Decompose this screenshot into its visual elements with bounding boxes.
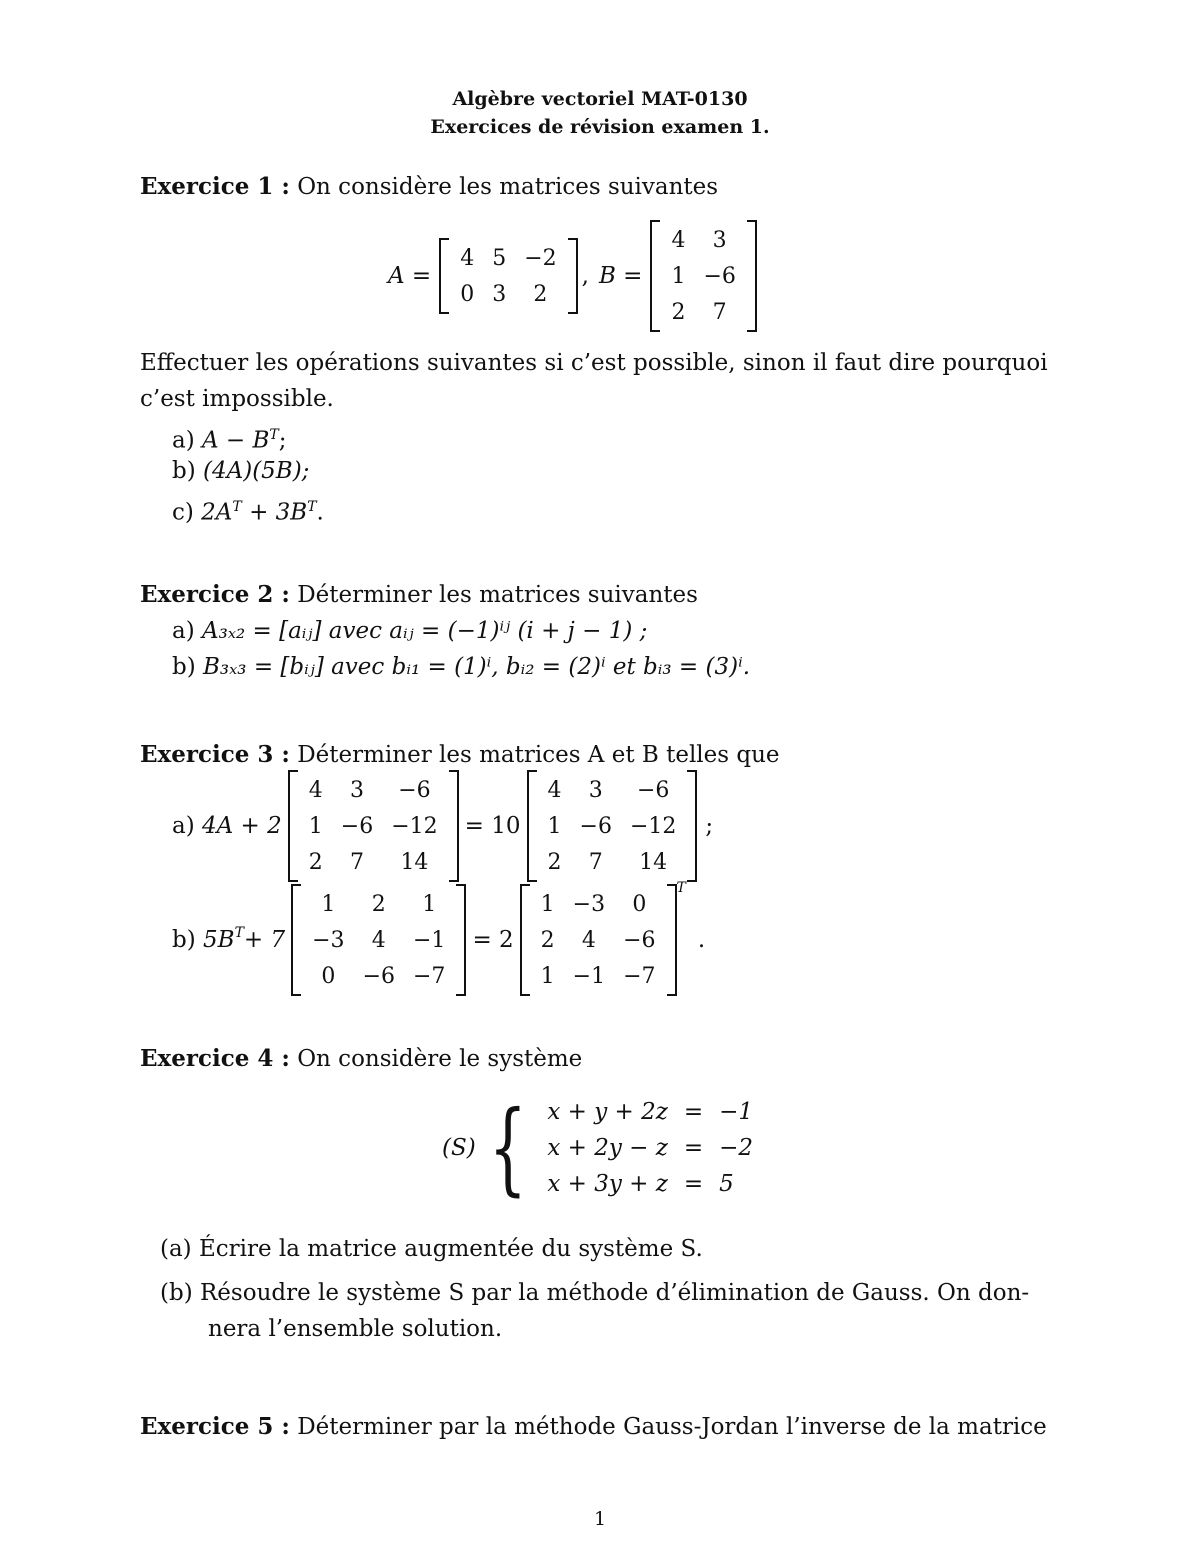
- ex3-a-matrix-cell: 4: [308, 777, 323, 803]
- ex3-b-matrix-left-row: [303, 958, 454, 994]
- doc-title: Algèbre vectoriel MAT-0130: [452, 88, 748, 110]
- ex3-b-matrix-left-cell: −6: [362, 963, 395, 989]
- ex1-heading: [140, 172, 718, 202]
- ex1-instruction-2: c’est impossible.: [140, 386, 334, 412]
- ex3-a-matrix-row: [300, 808, 447, 844]
- ex3-a-matrix-right: [527, 772, 698, 880]
- matrix-A: [439, 240, 577, 312]
- ex3-b-matrix-left-row: [303, 886, 454, 922]
- matrix-A-cell: −2: [524, 245, 557, 271]
- ex3-b-matrix-right: [520, 886, 677, 994]
- left-brace-icon: {: [488, 1089, 527, 1206]
- ex3-b-matrix-right-cell: 1: [540, 891, 555, 917]
- ex1-instruction-1: Effectuer les opérations suivantes si c’est possible, sinon il faut dire pourquoi: [140, 350, 1048, 376]
- system-row: [539, 1130, 761, 1166]
- ex3-b-matrix-left-cell: 4: [371, 927, 386, 953]
- ex3-b-matrix-right-row: [532, 922, 665, 958]
- ex3-b-matrix-left-cell: 1: [422, 891, 437, 917]
- ex3-a-matrix-cell: 2: [308, 849, 323, 875]
- system-row: [539, 1094, 761, 1130]
- ex1-A-label: A =: [388, 263, 432, 289]
- ex3-b-matrix-right-row: [532, 958, 665, 994]
- page-number: 1: [593, 1508, 607, 1530]
- matrix-A-row: [451, 276, 565, 312]
- ex3-a-matrix-cell: −6: [636, 777, 670, 803]
- matrix-B-cell: 2: [671, 299, 686, 325]
- ex3-a-matrix-cell: 2: [547, 849, 562, 875]
- ex1-intro: On considère les matrices suivantes: [297, 174, 719, 200]
- ex4-system: (S) { x + y + 2z = −1 x + 2y − z = −2 x + 3y + z = 5: [442, 1094, 761, 1202]
- matrix-A-cell: 4: [460, 245, 475, 271]
- ex3-a-matrix-cell: −12: [391, 813, 438, 839]
- system-cell: −2: [719, 1135, 754, 1161]
- ex3-a-matrix-cell: 3: [588, 777, 603, 803]
- ex1-item-b: b) (4A)(5B);: [172, 458, 310, 484]
- system-cell: =: [683, 1171, 704, 1197]
- matrix-B-row: [662, 222, 744, 258]
- ex3-a-matrix-cell: 14: [639, 849, 668, 875]
- matrix-A-row: [451, 240, 565, 276]
- matrix-A-cell: 3: [492, 281, 507, 307]
- ex3-b-matrix-right-cell: −7: [623, 963, 656, 989]
- system-cell: 5: [719, 1171, 734, 1197]
- ex1-B-label: B =: [598, 263, 643, 289]
- ex3-a-matrix-cell: −6: [340, 813, 374, 839]
- ex3-b-matrix-left-cell: −1: [413, 927, 446, 953]
- ex3-a-matrix-cell: 3: [350, 777, 364, 803]
- doc-subtitle: Exercices de révision examen 1.: [430, 116, 770, 138]
- matrix-B-row: [662, 294, 744, 330]
- ex3-b-matrix-right-cell: −1: [572, 963, 606, 989]
- matrix-B-cell: 7: [712, 299, 727, 325]
- ex3-a-matrix-row: [539, 844, 686, 880]
- ex1-label: Exercice 1 :: [140, 173, 290, 200]
- matrix-B-cell: 3: [712, 227, 727, 253]
- ex3-heading: Exercice 3 : Déterminer les matrices A et B telles que: [140, 741, 780, 768]
- ex3-a-matrix-row: [300, 844, 447, 880]
- ex3-b-matrix-right-cell: −6: [623, 927, 656, 953]
- system-cell: x + 2y − z: [547, 1135, 668, 1161]
- ex4-question-a: (a) Écrire la matrice augmentée du système S.: [160, 1236, 703, 1262]
- ex1-item-c: c) $2A^T + 3B^T$.: [172, 499, 324, 526]
- ex3-a-matrix-row: [539, 808, 686, 844]
- ex3-a-matrix-cell: −6: [579, 813, 612, 839]
- ex3-b-matrix-left: [291, 886, 466, 994]
- ex3-a-matrix-cell: 14: [400, 849, 429, 875]
- ex2-item-a: a) A₃ₓ₂ = [aᵢⱼ] avec aᵢⱼ = (−1)ⁱʲ (i + j − 1) ;: [172, 618, 648, 644]
- ex3-a-matrix-cell: −12: [629, 813, 677, 839]
- ex2-heading: Exercice 2 : Déterminer les matrices suivantes: [140, 581, 698, 608]
- system-row: [539, 1166, 761, 1202]
- ex3-a-matrix-cell: −6: [398, 777, 431, 803]
- ex3-a-matrix-row: [539, 772, 686, 808]
- matrix-A-cell: 0: [460, 281, 475, 307]
- ex3-b-matrix-right-cell: 4: [581, 927, 596, 953]
- system-cell: −1: [719, 1099, 754, 1125]
- ex3-b-matrix-left-cell: 1: [321, 891, 336, 917]
- ex4-question-b: (b) Résoudre le système S par la méthode d’élimination de Gauss. On don-: [160, 1280, 1030, 1306]
- matrix-A-cell: 2: [533, 281, 548, 307]
- ex3-b-matrix-right-cell: 2: [540, 927, 555, 953]
- ex4-question-b-cont: nera l’ensemble solution.: [208, 1316, 503, 1342]
- ex3-item-a: a) 4A + 2 4 3 −6 1 −6 −12 2 7 14 = 10 4 3 −6 1 −6 −12 2 7 14 ;: [172, 772, 713, 880]
- system-cell: =: [683, 1135, 704, 1161]
- matrix-B-cell: −6: [703, 263, 736, 289]
- ex3-a-matrix-cell: 4: [547, 777, 562, 803]
- matrix-B-row: [662, 258, 744, 294]
- ex3-b-matrix-left-cell: 0: [321, 963, 336, 989]
- ex3-b-matrix-left-cell: 2: [371, 891, 386, 917]
- matrix-B-cell: 4: [671, 227, 686, 253]
- ex3-b-matrix-right-cell: 0: [632, 891, 647, 917]
- ex3-b-matrix-right-row: [532, 886, 665, 922]
- matrix-B: [650, 222, 756, 330]
- ex1-item-a: a) $A - B^T$;: [172, 427, 287, 454]
- system-cell: =: [683, 1099, 704, 1125]
- ex3-a-matrix-cell: 7: [350, 849, 364, 875]
- ex3-b-matrix-right-cell: −3: [572, 891, 606, 917]
- ex3-a-matrix-left: [288, 772, 459, 880]
- ex3-a-matrix-row: [300, 772, 447, 808]
- ex3-b-matrix-right-cell: 1: [540, 963, 555, 989]
- ex2-item-b: b) B₃ₓ₃ = [bᵢⱼ] avec bᵢ₁ = (1)ⁱ, bᵢ₂ = (2)ⁱ et bᵢ₃ = (3)ⁱ.: [172, 654, 751, 680]
- ex5-heading: Exercice 5 : Déterminer par la méthode Gauss-Jordan l’inverse de la matrice: [140, 1413, 1047, 1440]
- ex3-b-matrix-left-cell: −7: [413, 963, 446, 989]
- matrix-B-cell: 1: [671, 263, 686, 289]
- ex3-a-matrix-cell: 1: [547, 813, 562, 839]
- ex3-a-matrix-cell: 1: [308, 813, 323, 839]
- ex3-b-matrix-left-cell: −3: [312, 927, 345, 953]
- system-cell: x + 3y + z: [547, 1171, 668, 1197]
- ex3-b-matrix-left-row: [303, 922, 454, 958]
- ex3-item-b: b) 5B $^T$ + 7 1 2 1 −3 4 −1 0 −6 −7 = 2 1 −3 0 2 4 −6 1 −1 −7 $^T$ .: [172, 886, 705, 994]
- ex3-a-matrix-cell: 7: [588, 849, 603, 875]
- system-cell: x + y + 2z: [547, 1099, 668, 1125]
- matrix-A-cell: 5: [492, 245, 507, 271]
- ex1-matrices: A = 4 5 −2 0 3 2 , B = 4 3 1 −6 2 7: [388, 222, 757, 330]
- ex4-heading: Exercice 4 : On considère le système: [140, 1045, 583, 1072]
